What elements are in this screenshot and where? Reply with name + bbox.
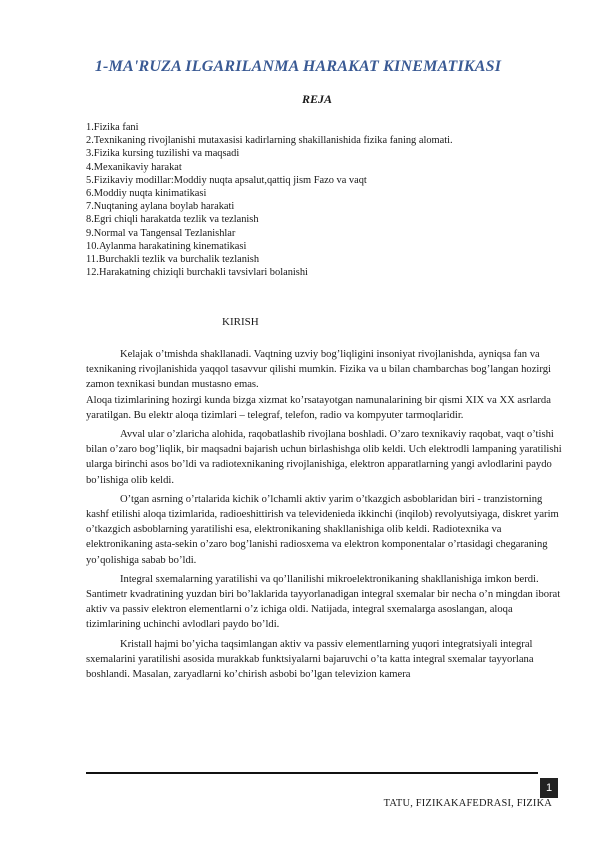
footer-divider [86, 772, 538, 774]
paragraph: O’tgan asrning o’rtalarida kichik o’lchamli aktiv yarim o’tkazgich asboblaridan biri - tranzistorning kashf etilishi aloqa tizimlarida, radioeshittirish va televidenieda ikkinchi (inqilob) revolyutsiyaga, diskret yarim o’tkazgich asboblarning yaratilishi esa, elektronikaning shakllanishiga olib keldi. Radiotexnika va elektronikaning asta-sekin o’zaro bog’lanishi radiosxema va elektron komponentalar o’rtasidagi chegaraning yo’qolishiga sabab bo’ldi. [86, 493, 559, 566]
plan-item: 2.Texnikaning rivojlanishi mutaxasisi kadirlarning shakillanishida fizika faning alomati. [86, 135, 453, 147]
footer-text: TATU, FIZIKAKAFEDRASI, FIZIKA [383, 798, 552, 809]
plan-heading: REJA [302, 92, 333, 106]
plan-item: 12.Harakatning chiziqli burchakli tavsivlari bolanishi [86, 267, 308, 279]
intro-heading: KIRISH [222, 316, 259, 328]
plan-item: 1.Fizika fani [86, 122, 139, 133]
plan-item: 8.Egri chiqli harakatda tezlik va tezlanish [86, 214, 259, 226]
page-number: 1 [540, 778, 558, 798]
lecture-title: 1-MA'RUZA ILGARILANMA HARAKAT KINEMATIKASI [94, 58, 502, 75]
plan-item: 5.Fizikaviy modillar:Moddiy nuqta apsalut,qattiq jism Fazo va vaqt [86, 174, 367, 186]
plan-item: 9.Normal va Tangensal Tezlanishlar [86, 227, 236, 239]
paragraph: Kelajak o’tmishda shakllanadi. Vaqtning uzviy bog’liqligini insoniyat rivojlanishda, ayniqsa fan va texnikaning rivojlanishida yaqqol tasavvur qilishi mumkin. Fizika va u bilan chambarchas bog’langan hozirgi zamon texnikasi bundan mustasno emas. [86, 349, 551, 391]
plan-list [86, 121, 453, 279]
plan-item: 3.Fizika kursing tuzilishi va maqsadi [86, 148, 240, 160]
plan-item: 6.Moddiy nuqta kinimatikasi [86, 188, 207, 200]
plan-item: 4.Mexanikaviy harakat [86, 161, 182, 173]
body-text [86, 347, 562, 682]
plan-item: 10.Aylanma harakatining kinematikasi [86, 240, 247, 252]
plan-item: 7.Nuqtaning aylana boylab harakati [86, 201, 235, 213]
paragraph: Kristall hajmi bo’yicha taqsimlangan aktiv va passiv elementlarning yuqori integratsiyali integral sxemalarini yaratilishi asosida murakkab funktsiyalarni bajaruvchi o’ta katta integral sxemalar tayyorlana boshlandi. Masalan, zaryadlarni ko’chirish asbobi bo’lgan televizion kamera [86, 638, 534, 681]
paragraph: Avval ular o’zlaricha alohida, raqobatlashib rivojlana boshladi. O’zaro texnikaviy raqobat, vaqt o’tishi bilan o’zaro bog’liqlik, bir maqsadni bajarish uchun birlashishga olib keldi. Uch elektrodli lampaning yaratilishi ularga birinchi asos bo’ldi va radiotexnikaning rivojlanishiga, elektron apparatlarning yangi avlodlarini paydo bo’lishiga olib keldi. [86, 429, 562, 486]
paragraph: Integral sxemalarning yaratilishi va qo’llanilishi mikroelektronikaning shakllanishiga imkon berdi. Santimetr kvadratining yuzdan biri bo’laklarida tayyorlanadigan integral sxemalar bir necha o’n mingdan iborat aktiv va passiv elektron elementlarni o’z ichiga oldi. Natijada, integral sxemalarga asoslangan, aloqa tizimlarining uchinchi avlodlari paydo bo’ldi. [86, 573, 561, 631]
paragraph: Aloqa tizimlarining hozirgi kunda bizga xizmat ko’rsatayotgan namunalarining bir qismi XIX va XX asrlarda yaratilgan. Bu elektr aloqa tizimlari – telegraf, telefon, radio va kompyuter tarmoqlaridir. [86, 394, 551, 421]
plan-item: 11.Burchakli tezlik va burchalik tezlanish [86, 254, 260, 266]
